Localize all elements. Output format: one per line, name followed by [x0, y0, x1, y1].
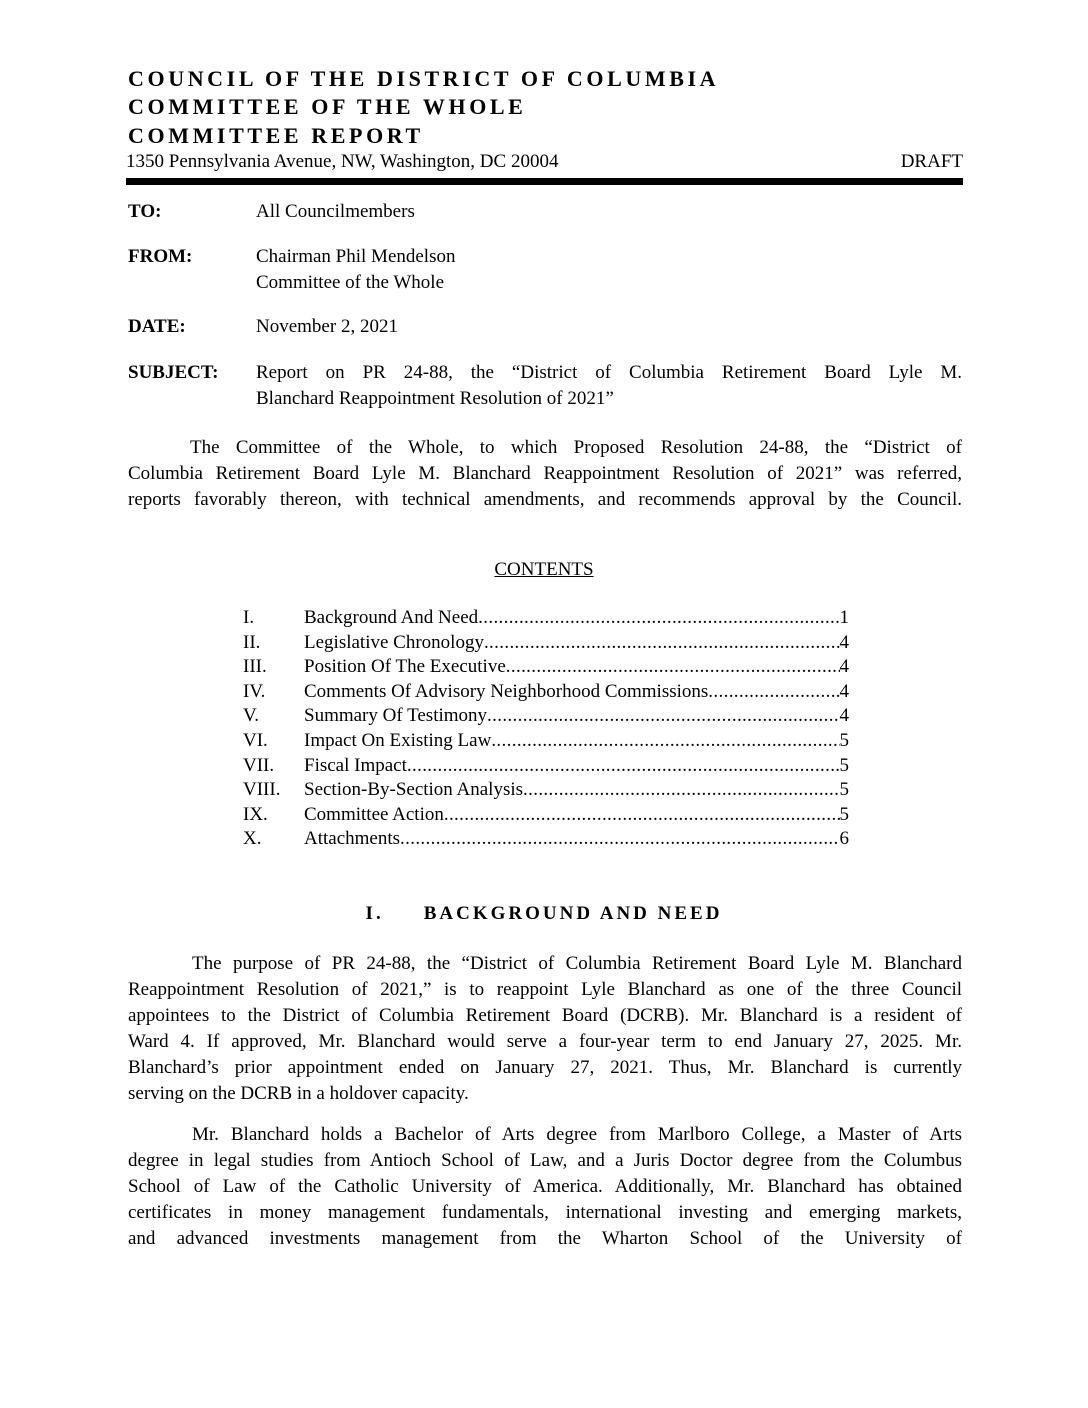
toc-leader — [708, 680, 839, 705]
paragraph-line: Ward 4. If approved, Mr. Blanchard would serve a four-year term to end January 27, 2025. Mr. — [128, 1031, 962, 1052]
toc-leader — [523, 778, 839, 803]
to-label: TO: — [128, 201, 162, 222]
toc-leader — [478, 606, 839, 631]
paragraph-line: certificates in money management fundamentals, international investing and emerging markets, — [128, 1202, 962, 1223]
date-label: DATE: — [128, 316, 186, 337]
toc-entry[interactable] — [243, 606, 849, 631]
paragraph-line: The purpose of PR 24-88, the “District of Columbia Retirement Board Lyle M. Blanchard — [192, 953, 962, 974]
toc-title: Committee Action — [304, 803, 444, 825]
committee-name: COMMITTEE OF THE WHOLE — [128, 94, 527, 119]
section-title: BACKGROUND AND NEED — [423, 903, 723, 924]
toc-leader — [487, 704, 839, 729]
toc-page: 4 — [839, 680, 849, 702]
toc-entry[interactable] — [243, 631, 849, 656]
toc-page: 5 — [839, 803, 849, 825]
from-line-2: Committee of the Whole — [256, 272, 445, 293]
address-row — [126, 150, 963, 174]
toc-leader — [444, 803, 840, 828]
section-heading — [0, 902, 1088, 926]
toc-page: 4 — [839, 631, 849, 653]
toc-number: VIII. — [243, 779, 281, 801]
header-rule — [126, 178, 963, 185]
paragraph-line: degree in legal studies from Antioch School of Law, and a Juris Doctor degree from the Columbus — [128, 1150, 962, 1171]
toc-title: Attachments — [304, 828, 401, 850]
toc-number: IX. — [243, 803, 268, 825]
contents-title: CONTENTS — [494, 559, 594, 580]
toc-leader — [484, 631, 840, 656]
toc-number: VI. — [243, 729, 268, 751]
toc-entry[interactable] — [243, 778, 849, 803]
paragraph-line: Mr. Blanchard holds a Bachelor of Arts degree from Marlboro College, a Master of Arts — [192, 1124, 962, 1145]
toc-page: 4 — [839, 656, 849, 678]
toc-leader — [506, 655, 840, 680]
toc-page: 4 — [839, 705, 849, 727]
toc-title: Comments Of Advisory Neighborhood Commissions — [304, 680, 709, 702]
toc-title: Legislative Chronology — [304, 631, 484, 653]
intro-line: The Committee of the Whole, to which Proposed Resolution 24-88, the “District of — [190, 437, 962, 458]
toc-title: Summary Of Testimony — [304, 705, 488, 727]
toc-page: 5 — [839, 779, 849, 801]
toc-entry[interactable] — [243, 754, 849, 779]
toc-leader — [407, 754, 840, 779]
paragraph-line: Reappointment Resolution of 2021,” is to reappoint Lyle Blanchard as one of the three Council — [128, 979, 962, 1000]
toc-leader — [400, 827, 839, 852]
from-line-1: Chairman Phil Mendelson — [256, 246, 456, 267]
intro-line: Columbia Retirement Board Lyle M. Blanchard Reappointment Resolution of 2021” was referred, — [128, 463, 962, 484]
toc-number: II. — [243, 631, 261, 653]
toc-entry[interactable] — [243, 704, 849, 729]
intro-paragraph — [128, 435, 962, 513]
toc-entry[interactable] — [243, 827, 849, 852]
toc-entry[interactable] — [243, 655, 849, 680]
toc-number: VII. — [243, 754, 275, 776]
council-name: COUNCIL OF THE DISTRICT OF COLUMBIA — [128, 66, 720, 91]
toc-page: 5 — [839, 729, 849, 751]
intro-line: reports favorably thereon, with technical amendments, and recommends approval by the Council. — [128, 489, 962, 510]
paragraph-line: School of Law of the Catholic University of America. Additionally, Mr. Blanchard has obtained — [128, 1176, 962, 1197]
toc-entry[interactable] — [243, 680, 849, 705]
paragraph-line: appointees to the District of Columbia Retirement Board (DCRB). Mr. Blanchard is a resident of — [128, 1005, 962, 1026]
to-value: All Councilmembers — [256, 201, 415, 222]
toc-page: 6 — [839, 828, 849, 850]
toc-title: Impact On Existing Law — [304, 729, 492, 751]
toc-title: Background And Need — [304, 607, 479, 628]
subject-line-1: Report on PR 24-88, the “District of Columbia Retirement Board Lyle M. — [256, 362, 962, 383]
report-type: COMMITTEE REPORT — [128, 123, 424, 148]
section-number: I. — [365, 903, 384, 924]
toc-title: Position Of The Executive — [304, 656, 506, 678]
background-paragraph-1 — [128, 951, 962, 1107]
toc-page: 5 — [839, 754, 849, 776]
toc-title: Section-By-Section Analysis — [304, 779, 524, 801]
subject-line-2: Blanchard Reappointment Resolution of 2021” — [256, 388, 614, 409]
toc-number: X. — [243, 828, 262, 850]
background-paragraph-2 — [128, 1122, 962, 1252]
paragraph-line: and advanced investments management from the Wharton School of the University of — [128, 1228, 962, 1249]
toc-entry[interactable] — [243, 803, 849, 828]
toc-entry[interactable] — [243, 729, 849, 754]
date-value: November 2, 2021 — [256, 316, 398, 337]
paragraph-line: serving on the DCRB in a holdover capacity. — [128, 1083, 469, 1104]
toc-number: III. — [243, 656, 267, 678]
toc-number: I. — [243, 607, 255, 628]
toc-number: IV. — [243, 680, 266, 702]
table-of-contents — [243, 606, 849, 852]
address: 1350 Pennsylvania Avenue, NW, Washington, DC 20004 — [126, 151, 559, 172]
paragraph-line: Blanchard’s prior appointment ended on January 27, 2021. Thus, Mr. Blanchard is currently — [128, 1057, 962, 1078]
draft-label: DRAFT — [900, 151, 963, 172]
toc-number: V. — [243, 705, 260, 727]
subject-label: SUBJECT: — [128, 362, 219, 383]
toc-page: 1 — [839, 607, 849, 628]
toc-leader — [491, 729, 839, 754]
from-label: FROM: — [128, 246, 193, 267]
toc-title: Fiscal Impact — [304, 754, 407, 776]
